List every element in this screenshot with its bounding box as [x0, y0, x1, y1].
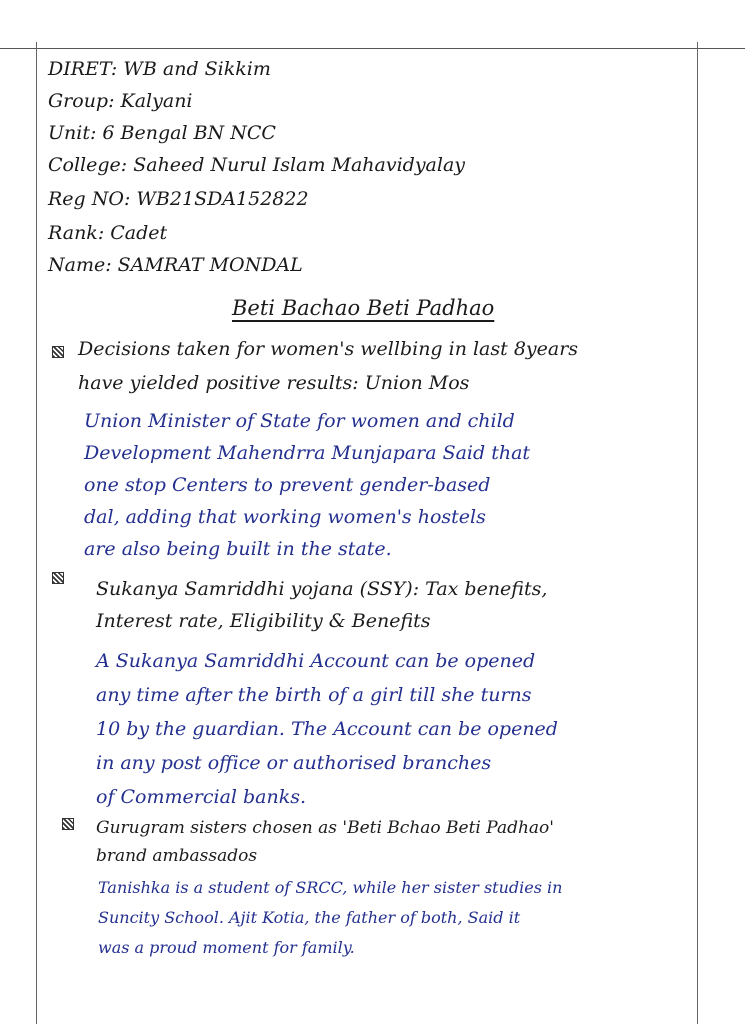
section-3-body-line-1: Tanishka is a student of SRCC, while her sister studies in: [98, 878, 563, 897]
section-2-body-line-5: of Commercial banks.: [96, 786, 307, 808]
section-2-body-line-4: in any post office or authorised branches: [96, 752, 492, 774]
section-1-heading-line-2: have yielded positive results: Union Mos: [78, 372, 470, 394]
section-1-heading-line-1: Decisions taken for women's wellbing in last 8years: [78, 338, 579, 360]
section-2-heading-line-1: Sukanya Samriddhi yojana (SSY): Tax benefits,: [96, 578, 548, 600]
checkbox-bullet-icon: [52, 572, 64, 584]
section-1-body-line-1: Union Minister of State for women and child: [84, 410, 515, 432]
header-reg-no: Reg NO: WB21SDA152822: [48, 188, 309, 210]
right-margin-line: [697, 42, 698, 1024]
section-2-body-line-3: 10 by the guardian. The Account can be opened: [96, 718, 558, 740]
header-rank: Rank: Cadet: [48, 222, 168, 244]
section-2-heading-line-2: Interest rate, Eligibility & Benefits: [96, 610, 431, 632]
top-margin-line: [0, 48, 745, 49]
header-name: Name: SAMRAT MONDAL: [48, 254, 303, 276]
section-3-heading-line-2: brand ambassados: [96, 846, 258, 866]
header-college: College: Saheed Nurul Islam Mahavidyalay: [48, 154, 466, 176]
section-3-heading-line-1: Gurugram sisters chosen as 'Beti Bchao Beti Padhao': [96, 818, 554, 838]
left-margin-line: [36, 42, 37, 1024]
header-unit: Unit: 6 Bengal BN NCC: [48, 122, 276, 144]
section-3-body-line-2: Suncity School. Ajit Kotia, the father of both, Said it: [98, 908, 521, 927]
section-3-body-line-3: was a proud moment for family.: [98, 938, 355, 957]
checkbox-bullet-icon: [52, 346, 64, 358]
section-2-body-line-2: any time after the birth of a girl till she turns: [96, 684, 532, 706]
checkbox-bullet-icon: [62, 818, 74, 830]
section-1-body-line-3: one stop Centers to prevent gender-based: [84, 474, 491, 496]
header-group: Group: Kalyani: [48, 90, 193, 112]
section-1-body-line-2: Development Mahendrra Munjapara Said that: [84, 442, 531, 464]
section-1-body-line-4: dal, adding that working women's hostels: [84, 506, 486, 528]
header-dir: DIRET: WB and Sikkim: [48, 58, 271, 80]
section-2-body-line-1: A Sukanya Samriddhi Account can be opened: [96, 650, 536, 672]
section-1-body-line-5: are also being built in the state.: [84, 538, 392, 560]
page-title: Beti Bachao Beti Padhao: [232, 296, 495, 320]
